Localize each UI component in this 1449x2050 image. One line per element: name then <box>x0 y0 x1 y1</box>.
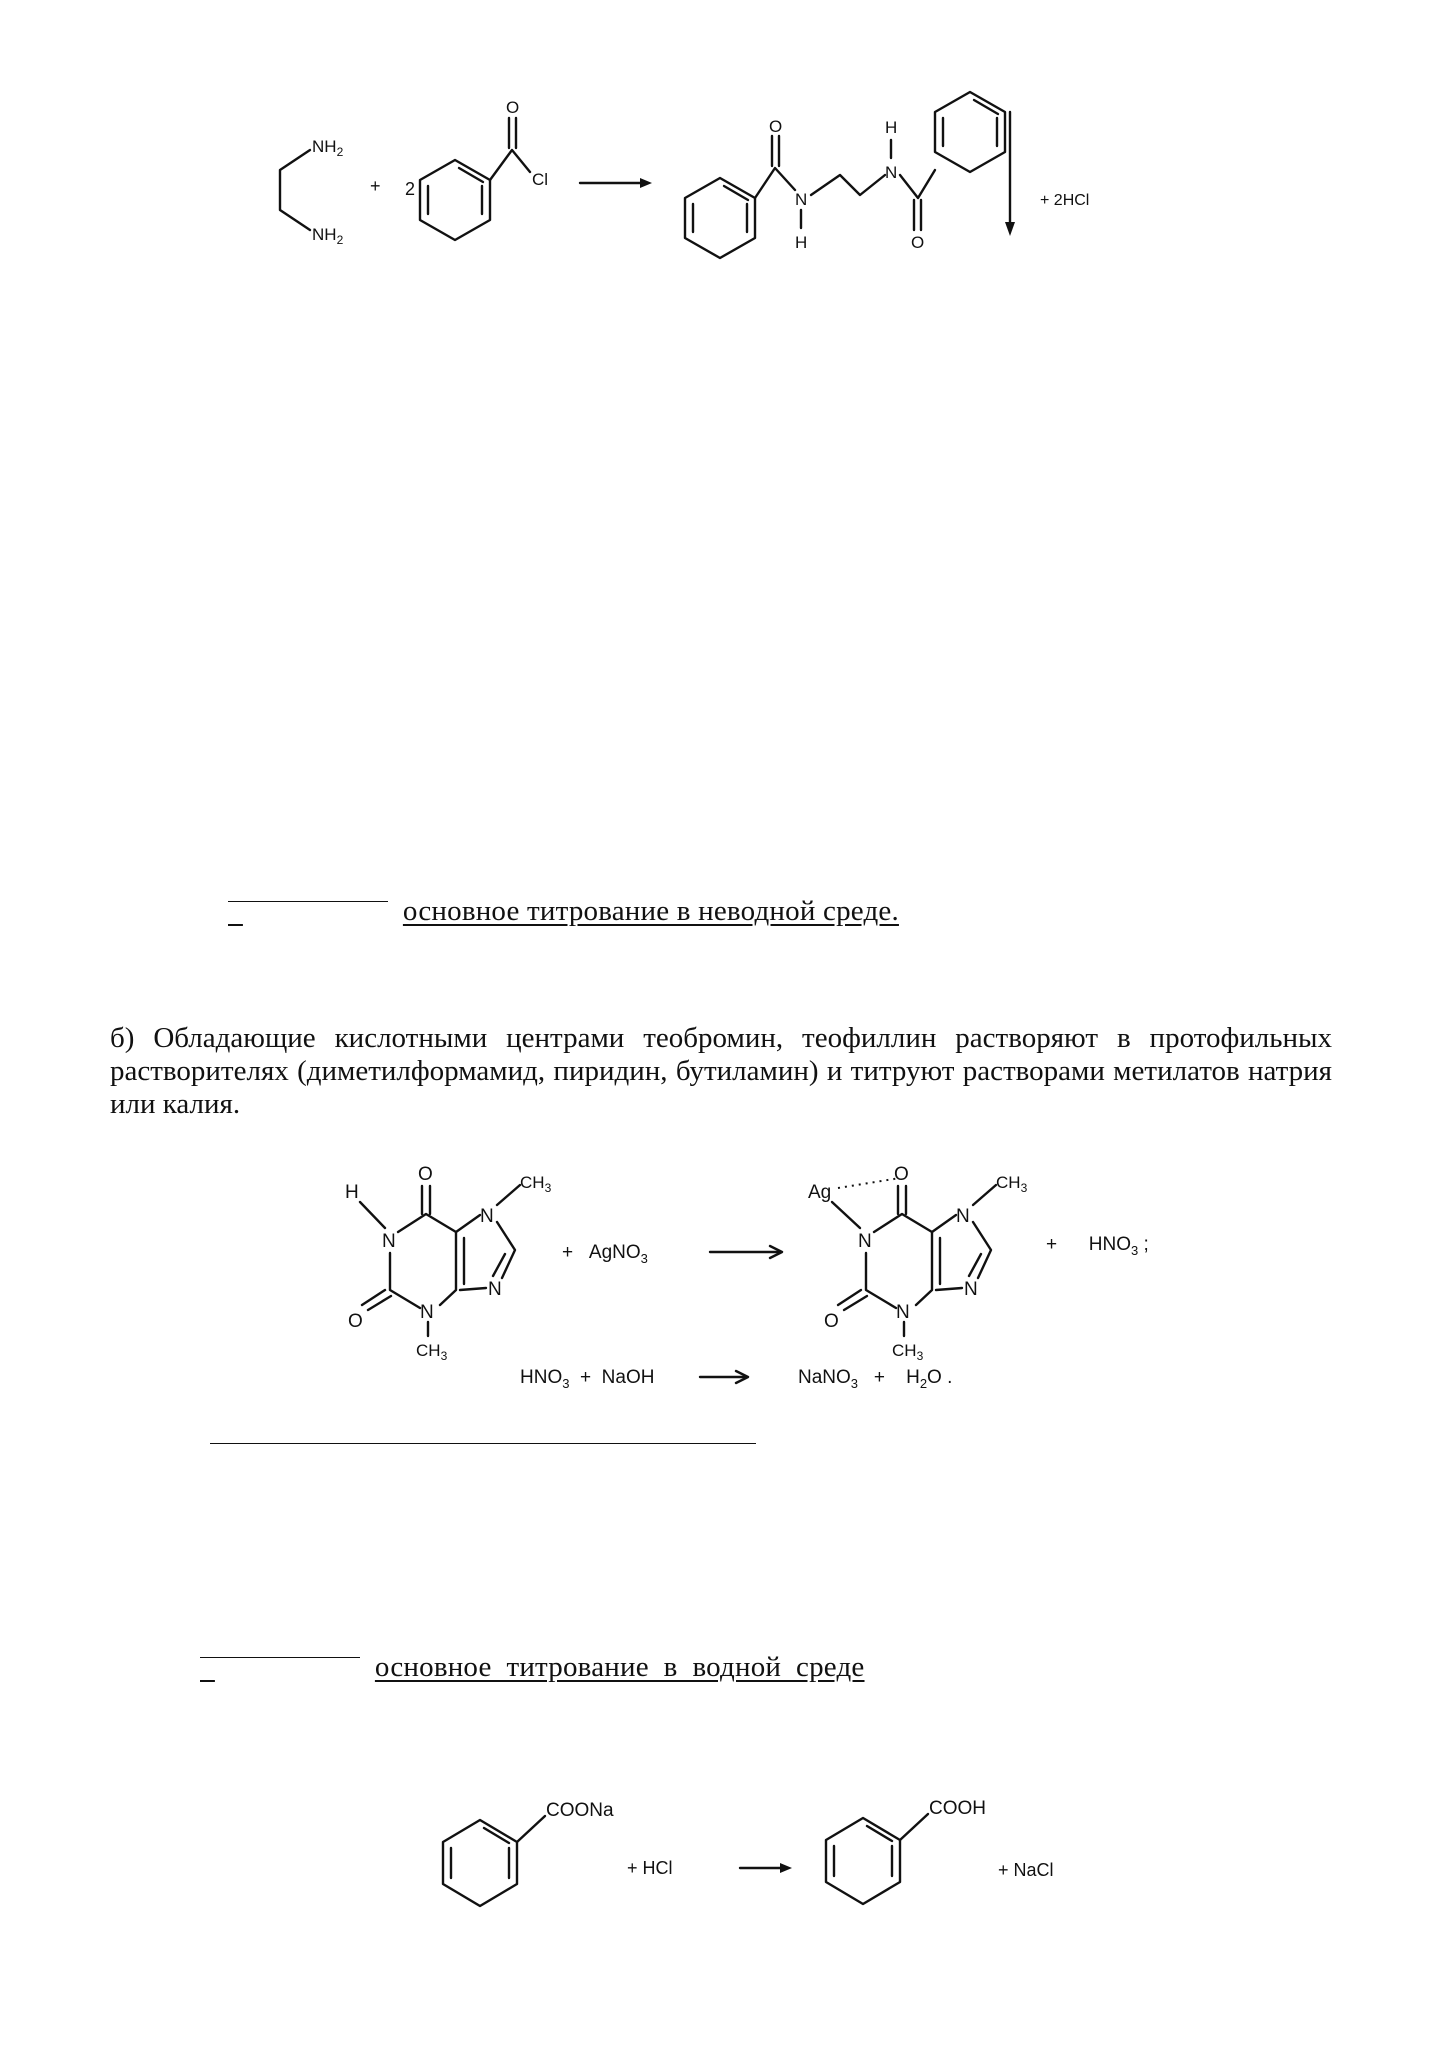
coefficient-2: 2 <box>405 179 416 199</box>
product-hydrogen-left: H <box>795 233 808 252</box>
amine-group-bottom: $NH_2$ <box>312 225 344 247</box>
reagent-hcl: + HCl <box>627 1858 673 1878</box>
product-n3: N <box>896 1302 910 1323</box>
theobromine-n1: N <box>382 1231 396 1252</box>
heading-aqueous-titration <box>200 1618 865 1684</box>
reaction-4-scheme <box>0 1780 1449 1980</box>
heading-nonaqueous-titration <box>228 862 899 928</box>
carbonyl-oxygen: O <box>506 98 520 117</box>
product-hydrogen-right: H <box>885 118 898 137</box>
theobromine-n9: N <box>488 1279 502 1300</box>
amine-group-top: $NH_2$ <box>312 137 344 159</box>
product-o-top: O <box>894 1164 909 1185</box>
theobromine-h: H <box>345 1182 359 1203</box>
product-oxygen-left: O <box>769 117 783 136</box>
byproduct-hno3: + $HNO_3$ ; <box>1046 1234 1149 1258</box>
heading-underline-lead-1 <box>228 901 388 902</box>
product-ch3-top: $CH_3$ <box>996 1173 1028 1195</box>
theobromine-n7: N <box>480 1206 494 1227</box>
reaction-3-left: $HNO_3$ + NaOH <box>520 1367 655 1391</box>
paragraph-acidic-centers: б) Обладающие кислотными центрами теобромин, теофиллин растворяют в протофильных растворителях (диметилформамид, пиридин, бутиламин) и титруют растворами метилатов натрия или калия. <box>110 1022 1332 1120</box>
product-cooh-group: COOH <box>929 1798 986 1819</box>
reaction-3-right: NaNO$_3$ + $H_2O$ . <box>798 1367 953 1391</box>
reaction-1-scheme <box>0 0 1449 300</box>
plus-sign-1: + <box>370 176 381 196</box>
heading-nonaqueous-text: основное титрование в неводной среде. <box>402 895 899 927</box>
reagent-agno3: + AgNO$_3$ <box>562 1242 648 1266</box>
theobromine-ch3-bottom: $CH_3$ <box>416 1341 448 1363</box>
product-oxygen-right: O <box>911 233 925 252</box>
product-n7: N <box>956 1206 970 1227</box>
reaction-2-scheme <box>0 1150 1449 1400</box>
byproduct-nacl: + NaCl <box>998 1860 1054 1880</box>
heading-aqueous-text: основное титрование в водной среде <box>374 1651 865 1683</box>
byproduct-hcl: + 2HCl <box>1040 192 1090 209</box>
reactant-coona-group: COONa <box>546 1800 614 1821</box>
answer-blank-line <box>210 1443 756 1444</box>
theobromine-n3: N <box>420 1302 434 1323</box>
product-o-bottom: O <box>824 1311 839 1332</box>
product-nitrogen-left: N <box>795 190 808 209</box>
product-n9: N <box>964 1279 978 1300</box>
product-n1: N <box>858 1231 872 1252</box>
chlorine-atom: Cl <box>532 170 549 189</box>
theobromine-o-top: O <box>418 1164 433 1185</box>
heading-underline-lead-2 <box>200 1657 360 1658</box>
theobromine-ch3-top: $CH_3$ <box>520 1173 552 1195</box>
product-ch3-bottom: $CH_3$ <box>892 1341 924 1363</box>
product-ag: Ag <box>808 1182 832 1203</box>
theobromine-o-bottom: O <box>348 1311 363 1332</box>
product-nitrogen-right: N <box>885 163 898 182</box>
